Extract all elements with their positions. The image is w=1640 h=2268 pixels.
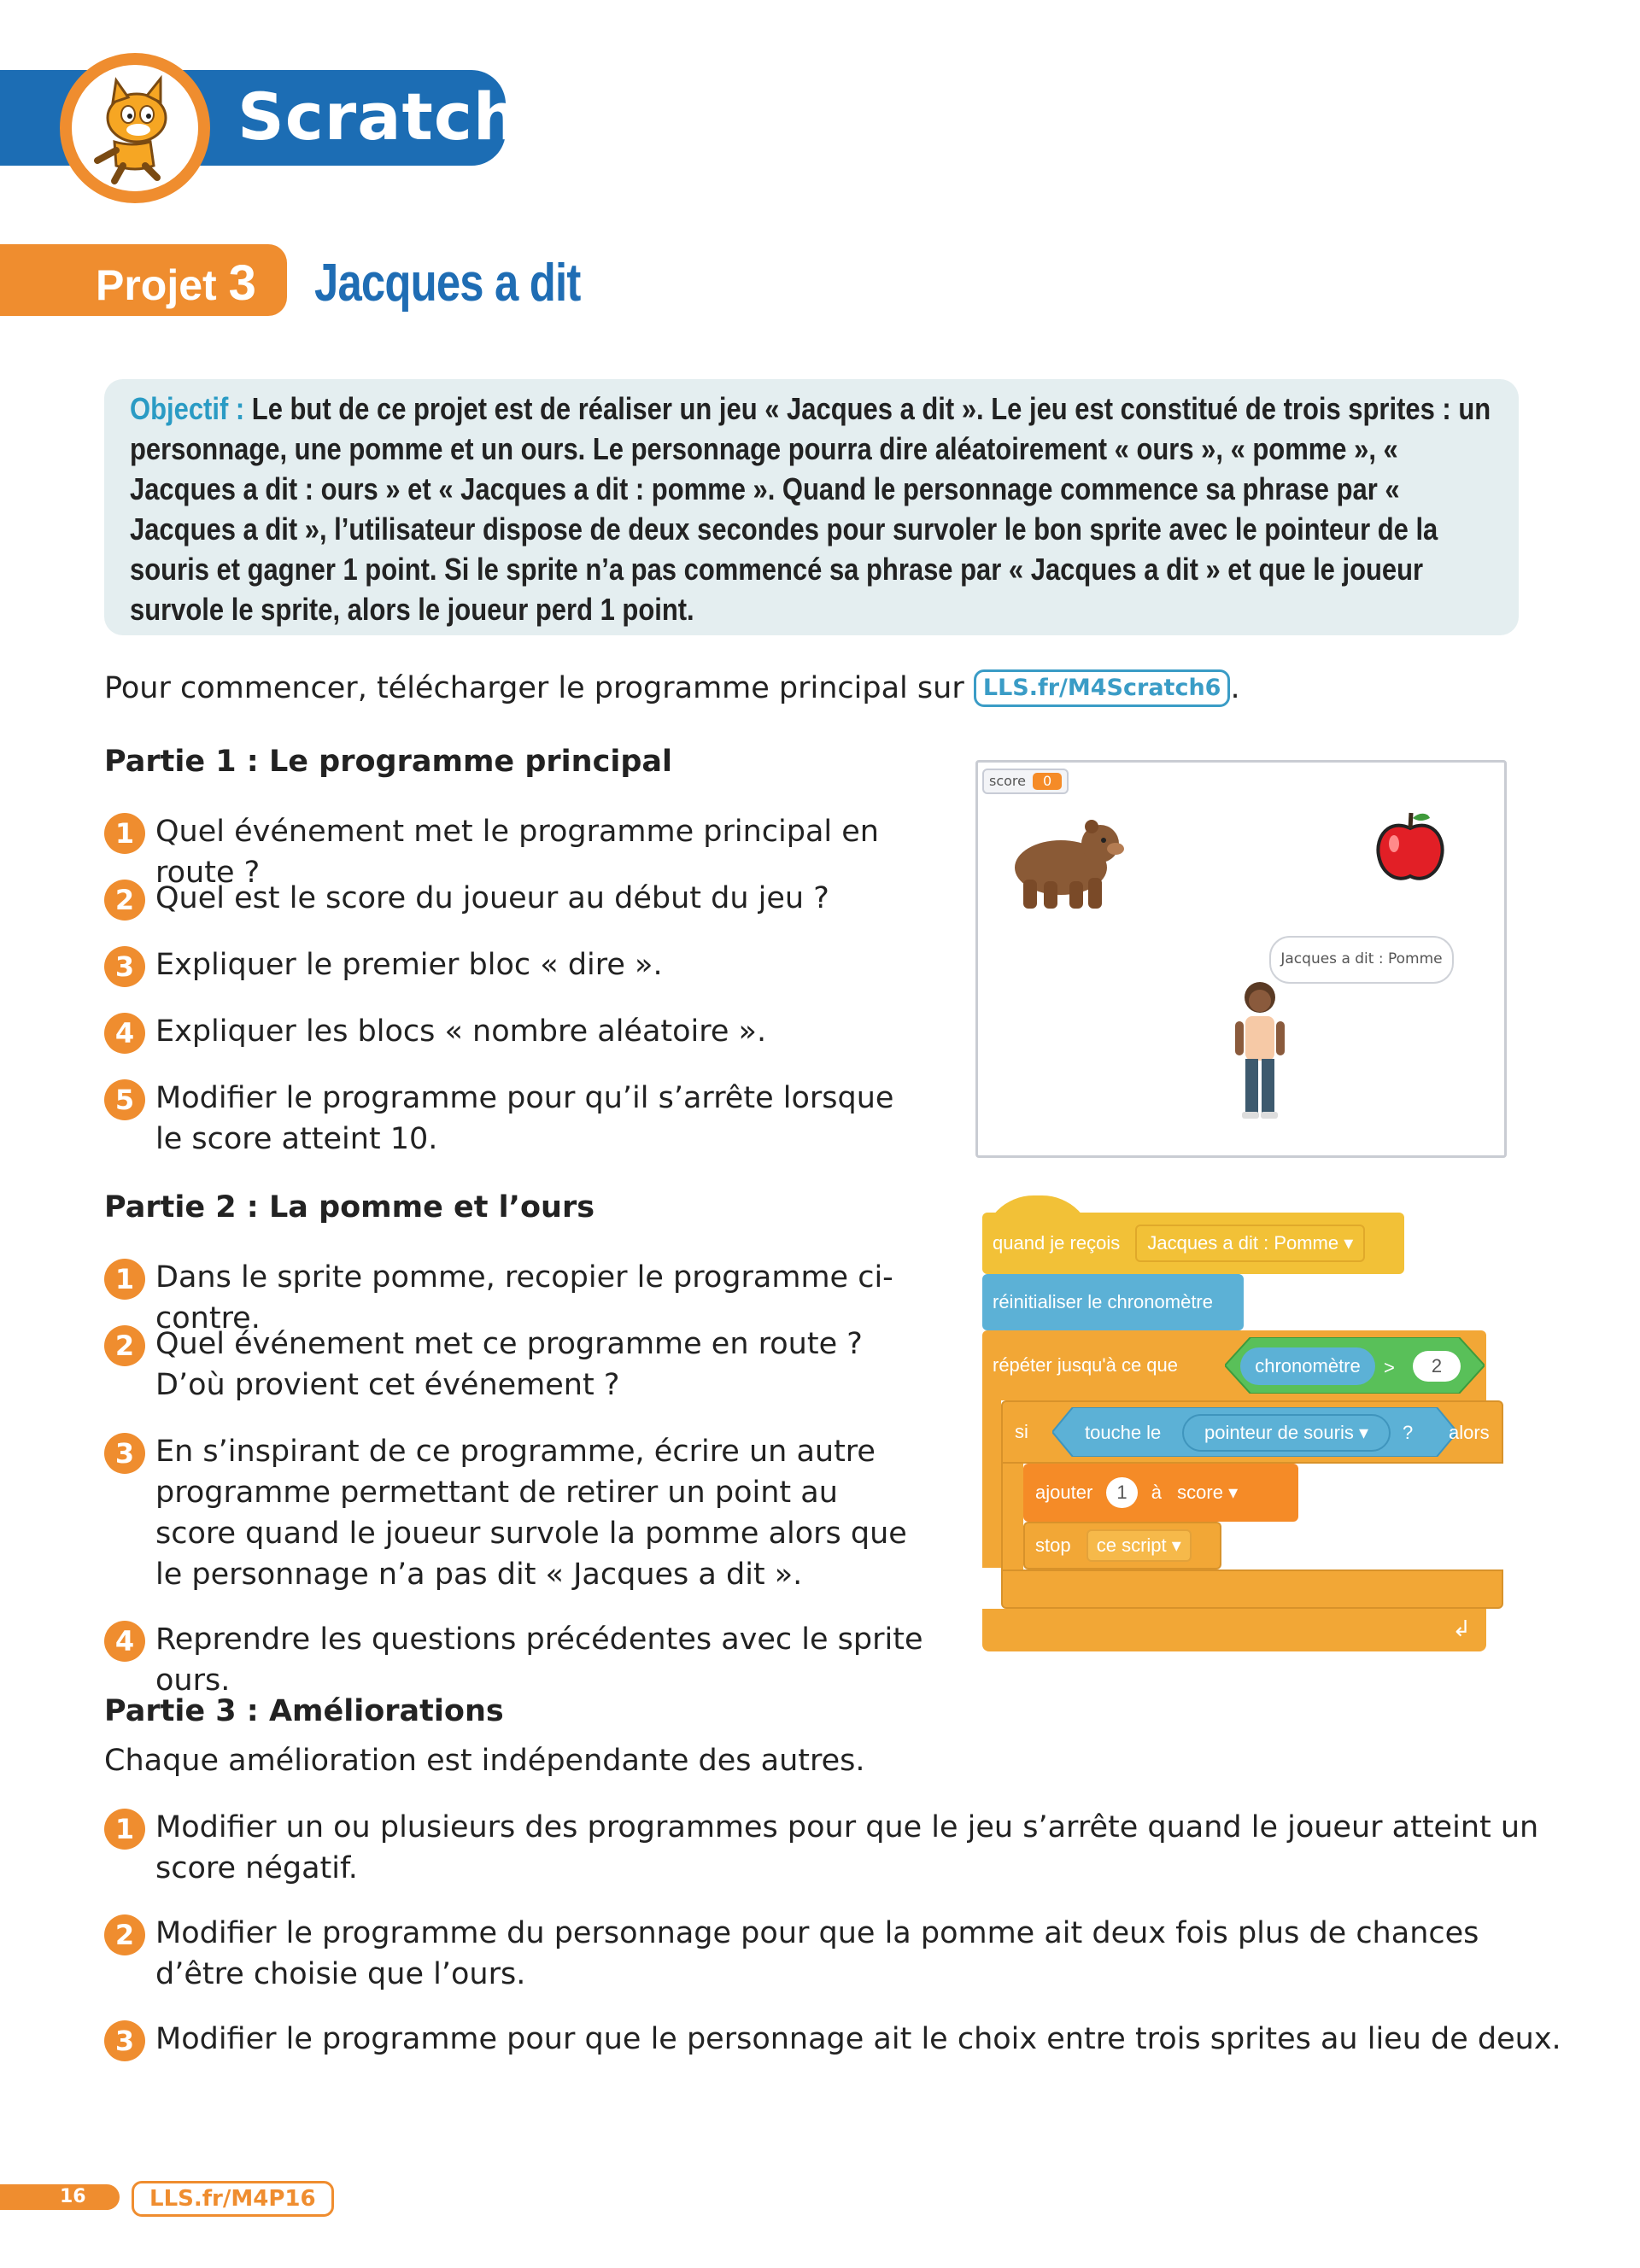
- question-number: 2: [104, 1914, 145, 1955]
- when-receive-label: quand je reçois: [993, 1232, 1121, 1254]
- question-text: Expliquer les blocs « nombre aléatoire ».: [155, 1014, 767, 1049]
- loop-arrow-icon: ↲: [1452, 1616, 1471, 1641]
- speech-bubble: Jacques a dit : Pomme: [1269, 936, 1454, 984]
- touching-label: touche le: [1085, 1422, 1162, 1443]
- bear-sprite-icon: [1008, 815, 1124, 914]
- question-number: 4: [104, 1013, 145, 1054]
- question-text: Reprendre les questions précédentes avec le sprite ours.: [155, 1622, 923, 1698]
- question-number: 5: [104, 1079, 145, 1120]
- question-mark: ?: [1403, 1422, 1414, 1443]
- if-label: si: [1015, 1421, 1028, 1442]
- part1-question: [104, 944, 924, 985]
- project-number: 3: [228, 255, 256, 311]
- question-text: En s’inspirant de ce programme, écrire un autre programme permettant de retirer un point au score quand le joueur survole la pomme alors que le personnage n’a pas dit « Jacques a dit ».: [155, 1435, 907, 1592]
- page-number: 16: [60, 2186, 86, 2207]
- score-monitor-value: 0: [1033, 773, 1062, 790]
- part3-question: [104, 2019, 1573, 2060]
- apple-sprite-icon: [1372, 808, 1449, 885]
- message-value: Jacques a dit : Pomme: [1147, 1232, 1339, 1254]
- score-monitor: [982, 769, 1069, 794]
- add-label: ajouter: [1035, 1482, 1093, 1503]
- part3-title: Partie 3 : Améliorations: [104, 1694, 504, 1728]
- question-number: 4: [104, 1621, 145, 1662]
- question-number: 2: [104, 1325, 145, 1366]
- part2-question: [104, 1619, 958, 1701]
- when-receive-block[interactable]: [982, 1213, 1404, 1274]
- download-link[interactable]: LLS.fr/M4Scratch6: [974, 669, 1231, 707]
- message-dropdown[interactable]: Jacques a dit : Pomme ▾: [1135, 1225, 1365, 1262]
- objective-text-block: [130, 389, 1496, 629]
- part1-question: [104, 878, 924, 919]
- stop-block[interactable]: [1023, 1522, 1221, 1569]
- footer-link[interactable]: LLS.fr/M4P16: [132, 2181, 334, 2217]
- question-text: Modifier un ou plusieurs des programmes pour que le jeu s’arrête quand le joueur atteint un score négatif.: [155, 1810, 1539, 1885]
- objective-text: Le but de ce projet est de réaliser un jeu « Jacques a dit ». Le jeu est constitué de trois sprites : un personnage, une pomme et un ours. Le personnage pourra dire aléatoirement « ours », « pomme », « Jacques a dit : ours » et « Jacques a dit : pomme ». Quand le personnage commence sa phrase par « Jacques a dit », l’utilisateur dispose de deux secondes pour survoler le bon sprite avec le pointeur de la souris et gagner 1 point. Si le sprite n’a pas commencé sa phrase par « Jacques a dit » et que le joueur survole le sprite, alors le joueur perd 1 point.: [130, 391, 1491, 627]
- question-text: Modifier le programme pour que le personnage ait le choix entre trois sprites au lieu de deux.: [155, 2022, 1561, 2056]
- objective-box: [104, 379, 1519, 635]
- intro-end: .: [1230, 671, 1240, 705]
- scratch-cat-logo: [60, 53, 210, 203]
- greater-than-sign: >: [1384, 1357, 1395, 1378]
- objective-label: Objectif :: [130, 391, 245, 426]
- limit-input[interactable]: 2: [1413, 1351, 1461, 1382]
- stop-option-dropdown[interactable]: ce script ▾: [1086, 1529, 1192, 1562]
- repeat-arm: [982, 1400, 1001, 1568]
- if-bottom: [1001, 1569, 1503, 1609]
- part1-title: Partie 1 : Le programme principal: [104, 745, 672, 779]
- score-monitor-label: score: [989, 773, 1026, 789]
- then-label: alors: [1449, 1422, 1490, 1443]
- intro-line: [104, 668, 1240, 709]
- project-label: [96, 254, 256, 312]
- header-title: Scratch: [237, 79, 521, 155]
- scratch-cat-icon: [72, 65, 198, 191]
- if-arm: [1001, 1464, 1023, 1569]
- character-sprite-icon: [1230, 979, 1290, 1124]
- add-value-input[interactable]: 1: [1106, 1477, 1137, 1508]
- part1-question: [104, 1078, 924, 1160]
- part2-question: [104, 1324, 924, 1406]
- score-var-value: score: [1177, 1482, 1223, 1503]
- question-text: Quel événement met le programme principal en route ?: [155, 815, 879, 890]
- part3-question: [104, 1913, 1539, 1995]
- question-number: 2: [104, 880, 145, 921]
- stop-label: stop: [1035, 1534, 1071, 1556]
- question-number: 3: [104, 2020, 145, 2061]
- project-label-text: Projet: [96, 261, 217, 309]
- repeat-until-label: répéter jusqu'à ce que: [993, 1354, 1179, 1376]
- timer-reporter[interactable]: chronomètre: [1240, 1347, 1375, 1385]
- change-score-block[interactable]: [1023, 1464, 1298, 1522]
- question-number: 3: [104, 946, 145, 987]
- question-text: Quel est le score du joueur au début du jeu ?: [155, 881, 829, 915]
- stop-option-value: ce script: [1096, 1534, 1167, 1556]
- to-label: à: [1151, 1482, 1163, 1503]
- question-text: Quel événement met ce programme en route ? D’où provient cet événement ?: [155, 1327, 863, 1402]
- part3-question: [104, 1807, 1539, 1889]
- mouse-pointer-dropdown[interactable]: pointeur de souris ▾: [1182, 1414, 1391, 1452]
- intro-text: Pour commencer, télécharger le programme principal sur: [104, 671, 964, 705]
- project-title: Jacques a dit: [314, 254, 581, 313]
- repeat-bottom: [982, 1609, 1486, 1651]
- mouse-pointer-value: pointeur de souris: [1204, 1422, 1354, 1443]
- reset-timer-block[interactable]: réinitialiser le chronomètre: [982, 1274, 1244, 1330]
- question-text: Modifier le programme pour qu’il s’arrête lorsque le score atteint 10.: [155, 1081, 894, 1156]
- question-text: Dans le sprite pomme, recopier le programme ci-contre.: [155, 1260, 893, 1336]
- question-number: 1: [104, 1809, 145, 1850]
- question-text: Modifier le programme du personnage pour que la pomme ait deux fois plus de chances d’être choisie que l’ours.: [155, 1916, 1479, 1991]
- part3-subtitle: Chaque amélioration est indépendante des autres.: [104, 1744, 865, 1778]
- question-number: 1: [104, 1259, 145, 1300]
- question-text: Expliquer le premier bloc « dire ».: [155, 948, 663, 982]
- part2-title: Partie 2 : La pomme et l’ours: [104, 1190, 595, 1225]
- part1-question: [104, 1011, 924, 1052]
- question-number: 3: [104, 1433, 145, 1474]
- question-number: 1: [104, 813, 145, 854]
- part2-question: [104, 1431, 924, 1595]
- score-var-dropdown[interactable]: score ▾: [1177, 1482, 1239, 1503]
